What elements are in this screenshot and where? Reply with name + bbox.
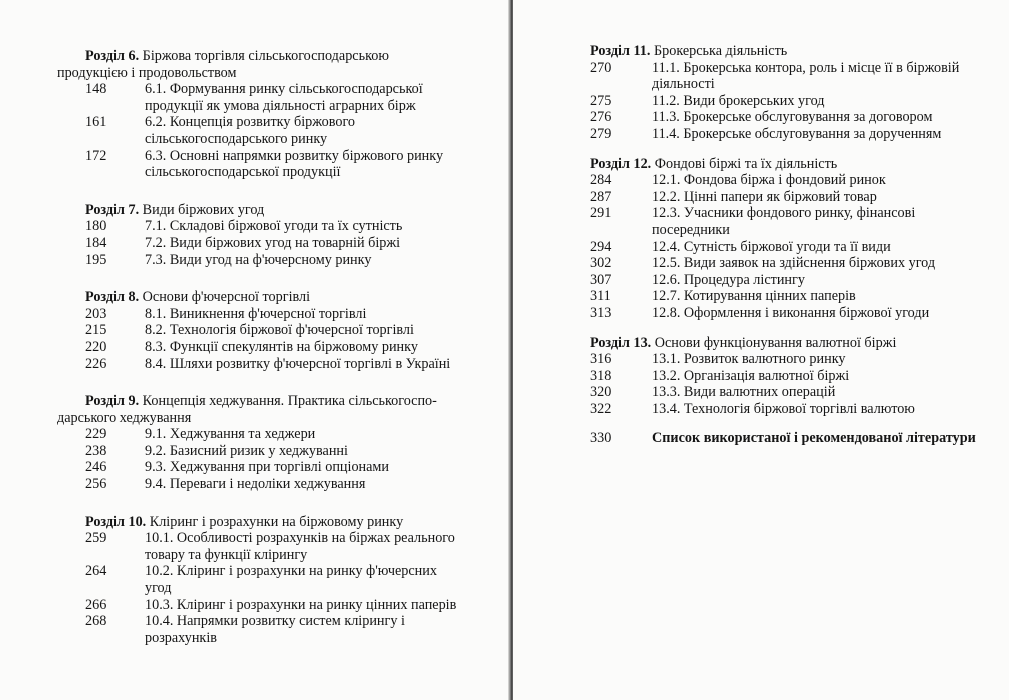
entry-title: 13.1. Розвиток валютного ринку <box>652 351 846 368</box>
toc-entry[interactable] <box>85 306 485 323</box>
toc-entry[interactable] <box>85 81 485 98</box>
page-number: 215 <box>85 322 107 339</box>
entry-title: 8.1. Виникнення ф'ючерсної торгівлі <box>145 305 367 322</box>
toc-entry[interactable] <box>85 613 485 630</box>
toc-section <box>57 393 485 493</box>
entry-title: діяльності <box>652 76 715 93</box>
section-number: Розділ 10. <box>85 513 147 530</box>
toc-section <box>590 156 985 322</box>
page-number: 172 <box>85 147 107 164</box>
toc-entry[interactable] <box>590 255 985 272</box>
toc-entry[interactable] <box>590 126 985 143</box>
entry-title: 12.7. Котирування цінних паперів <box>652 288 856 305</box>
section-title-text: продукцією і продовольством <box>57 64 237 81</box>
toc-entry[interactable] <box>85 235 485 252</box>
entry-title: 8.2. Технологія біржової ф'ючерсної торгівлі <box>145 322 414 339</box>
section-heading-continued <box>57 410 485 427</box>
toc-entry[interactable] <box>85 252 485 269</box>
entry-title: 9.1. Хеджування та хеджери <box>145 426 316 443</box>
page-number: 195 <box>85 251 107 268</box>
section-number: Розділ 9. <box>85 393 140 410</box>
entry-title: угод <box>145 580 172 597</box>
page-number: 316 <box>590 351 612 368</box>
toc-entry-continued <box>85 630 485 647</box>
section-heading <box>85 514 485 531</box>
toc-entry[interactable] <box>85 356 485 373</box>
entry-title: 12.4. Сутність біржової угоди та її види <box>652 238 891 255</box>
page-number: 322 <box>590 400 612 417</box>
toc-section <box>85 202 485 268</box>
entry-title: 12.5. Види заявок на здійснення біржових угод <box>652 255 936 272</box>
section-number: Розділ 7. <box>85 201 140 218</box>
toc-entry[interactable] <box>590 384 985 401</box>
entry-title: 6.2. Концепція розвитку біржового <box>145 114 356 131</box>
toc-entry[interactable] <box>590 272 985 289</box>
section-heading <box>590 43 985 60</box>
page-number: 226 <box>85 355 107 372</box>
page-number: 318 <box>590 367 612 384</box>
section-number: Розділ 11. <box>590 43 651 59</box>
page-number: 307 <box>590 271 612 288</box>
entry-title: 7.3. Види угод на ф'ючерсному ринку <box>145 251 372 268</box>
toc-entry[interactable] <box>590 189 985 206</box>
entry-title: 7.2. Види біржових угод на товарній біржі <box>145 234 401 251</box>
page-number: 161 <box>85 114 107 131</box>
toc-entry[interactable] <box>85 339 485 356</box>
page-number: 270 <box>590 59 612 76</box>
section-title-text: Види біржових угод <box>142 201 265 218</box>
toc-section <box>590 335 985 418</box>
toc-entry[interactable] <box>85 563 485 580</box>
page-number: 184 <box>85 234 107 251</box>
toc-entry-continued <box>85 580 485 597</box>
toc-entry[interactable] <box>85 322 485 339</box>
entry-title: 6.1. Формування ринку сільськогосподарської <box>145 81 423 98</box>
page-number: 313 <box>590 304 612 321</box>
entry-title: сільськогосподарської продукції <box>145 164 341 181</box>
entry-title: продукції як умова діяльності аграрних бірж <box>145 97 416 114</box>
toc-entry[interactable] <box>590 172 985 189</box>
page-number: 279 <box>590 125 612 142</box>
toc-entry[interactable] <box>85 443 485 460</box>
toc-left <box>57 48 485 667</box>
entry-title: 9.3. Хеджування при торгівлі опціонами <box>145 459 390 476</box>
entry-title: 8.3. Функції спекулянтів на біржовому ринку <box>145 338 418 355</box>
entry-title: 11.4. Брокерське обслуговування за дорученням <box>652 125 942 142</box>
entry-title: 6.3. Основні напрямки розвитку біржового ринку <box>145 147 444 164</box>
toc-entry-continued <box>590 76 985 93</box>
entry-title: 9.4. Переваги і недоліки хеджування <box>145 476 366 493</box>
section-heading <box>85 289 485 306</box>
toc-entry[interactable] <box>85 597 485 614</box>
section-heading <box>590 156 985 173</box>
section-heading <box>85 48 485 65</box>
entry-title: 12.3. Учасники фондового ринку, фінансові <box>652 205 916 222</box>
section-number: Розділ 6. <box>85 48 140 64</box>
page-number: 264 <box>85 563 107 580</box>
section-heading-continued <box>57 65 485 82</box>
entry-title: 12.6. Процедура лістингу <box>652 271 805 288</box>
page-number: 294 <box>590 238 612 255</box>
entry-title: 11.2. Види брокерських угод <box>652 92 825 109</box>
section-heading <box>85 202 485 219</box>
toc-entry[interactable] <box>85 426 485 443</box>
toc-right <box>590 43 985 447</box>
section-title-text: Біржова торгівля сільськогосподарською <box>142 48 389 64</box>
toc-entry-continued <box>85 131 485 148</box>
toc-entry[interactable] <box>85 218 485 235</box>
section-title-text: Фондові біржі та їх діяльність <box>654 155 838 172</box>
page-number: 276 <box>590 109 612 126</box>
toc-entry[interactable] <box>85 114 485 131</box>
section-title-text: Кліринг і розрахунки на біржовому ринку <box>149 513 404 530</box>
page-number: 330 <box>590 430 612 447</box>
section-number: Розділ 8. <box>85 289 140 306</box>
toc-entry[interactable] <box>590 401 985 418</box>
toc-entry-continued <box>85 164 485 181</box>
page-number: 302 <box>590 255 612 272</box>
entry-title: 9.2. Базисний ризик у хеджуванні <box>145 442 348 459</box>
toc-entry[interactable] <box>590 205 985 222</box>
page-number: 268 <box>85 613 107 630</box>
entry-title: 10.4. Напрямки розвитку систем клірингу і <box>145 613 405 630</box>
bibliography-entry[interactable] <box>590 430 985 447</box>
entry-title: розрахунків <box>145 629 217 646</box>
page-number: 238 <box>85 442 107 459</box>
toc-entry[interactable] <box>590 368 985 385</box>
toc-entry[interactable] <box>590 239 985 256</box>
bibliography-title: Список використаної і рекомендованої літератури <box>652 430 976 447</box>
toc-section <box>57 48 485 181</box>
page-number: 180 <box>85 218 107 235</box>
section-title-text: Брокерська діяльність <box>653 43 788 59</box>
page-number: 266 <box>85 596 107 613</box>
entry-title: 11.1. Брокерська контора, роль і місце її в біржовій <box>652 59 960 76</box>
page-number: 275 <box>590 92 612 109</box>
page-number: 259 <box>85 530 107 547</box>
entry-title: 11.3. Брокерське обслуговування за договором <box>652 109 933 126</box>
section-title-text: Основи ф'ючерсної торгівлі <box>142 289 311 306</box>
toc-entry[interactable] <box>590 93 985 110</box>
entry-title: 7.1. Складові біржової угоди та їх сутність <box>145 218 403 235</box>
toc-section <box>85 514 485 647</box>
page-number: 311 <box>590 288 611 305</box>
toc-entry[interactable] <box>590 305 985 322</box>
page-number: 246 <box>85 459 107 476</box>
page-number: 284 <box>590 172 612 189</box>
section-title-text: Концепція хеджування. Практика сільськогоспо- <box>142 393 437 410</box>
toc-entry[interactable] <box>85 476 485 493</box>
toc-entry-continued <box>590 222 985 239</box>
entry-title: 12.2. Цінні папери як біржовий товар <box>652 188 877 205</box>
toc-entry-continued <box>85 547 485 564</box>
section-title-text: Основи функціонування валютної біржі <box>654 334 897 351</box>
toc-entry[interactable] <box>590 109 985 126</box>
entry-title: 8.4. Шляхи розвитку ф'ючерсної торгівлі в Україні <box>145 355 451 372</box>
page-number: 291 <box>590 205 612 222</box>
page-number: 320 <box>590 384 612 401</box>
page-number: 220 <box>85 338 107 355</box>
toc-entry[interactable] <box>590 351 985 368</box>
toc-entry[interactable] <box>590 288 985 305</box>
entry-title: 13.4. Технологія біржової торгівлі валютою <box>652 400 915 417</box>
toc-entry[interactable] <box>590 60 985 77</box>
section-heading <box>85 393 485 410</box>
entry-title: 10.2. Кліринг і розрахунки на ринку ф'ючерсних <box>145 563 437 580</box>
toc-entry[interactable] <box>85 530 485 547</box>
entry-title: 10.1. Особливості розрахунків на біржах реального <box>145 530 455 547</box>
page-number: 203 <box>85 305 107 322</box>
page-number: 229 <box>85 426 107 443</box>
page-number: 256 <box>85 476 107 493</box>
entry-title: товару та функції клірингу <box>145 546 308 563</box>
entry-title: 12.1. Фондова біржа і фондовий ринок <box>652 172 886 189</box>
entry-title: посередники <box>652 221 730 238</box>
entry-title: 13.2. Організація валютної біржі <box>652 367 850 384</box>
entry-title: сільськогосподарського ринку <box>145 130 328 147</box>
right-page <box>513 0 1009 700</box>
toc-section <box>590 43 985 143</box>
page-number: 287 <box>590 188 612 205</box>
section-number: Розділ 13. <box>590 334 652 351</box>
section-number: Розділ 12. <box>590 155 652 172</box>
toc-entry-continued <box>85 98 485 115</box>
toc-entry[interactable] <box>85 148 485 165</box>
entry-title: 12.8. Оформлення і виконання біржової угоди <box>652 304 930 321</box>
entry-title: 10.3. Кліринг і розрахунки на ринку цінних паперів <box>145 596 457 613</box>
section-title-text: дарського хеджування <box>57 409 192 426</box>
entry-title: 13.3. Види валютних операцій <box>652 384 836 401</box>
section-heading <box>590 335 985 352</box>
toc-section <box>85 289 485 372</box>
page-number: 148 <box>85 81 107 98</box>
toc-entry[interactable] <box>85 459 485 476</box>
